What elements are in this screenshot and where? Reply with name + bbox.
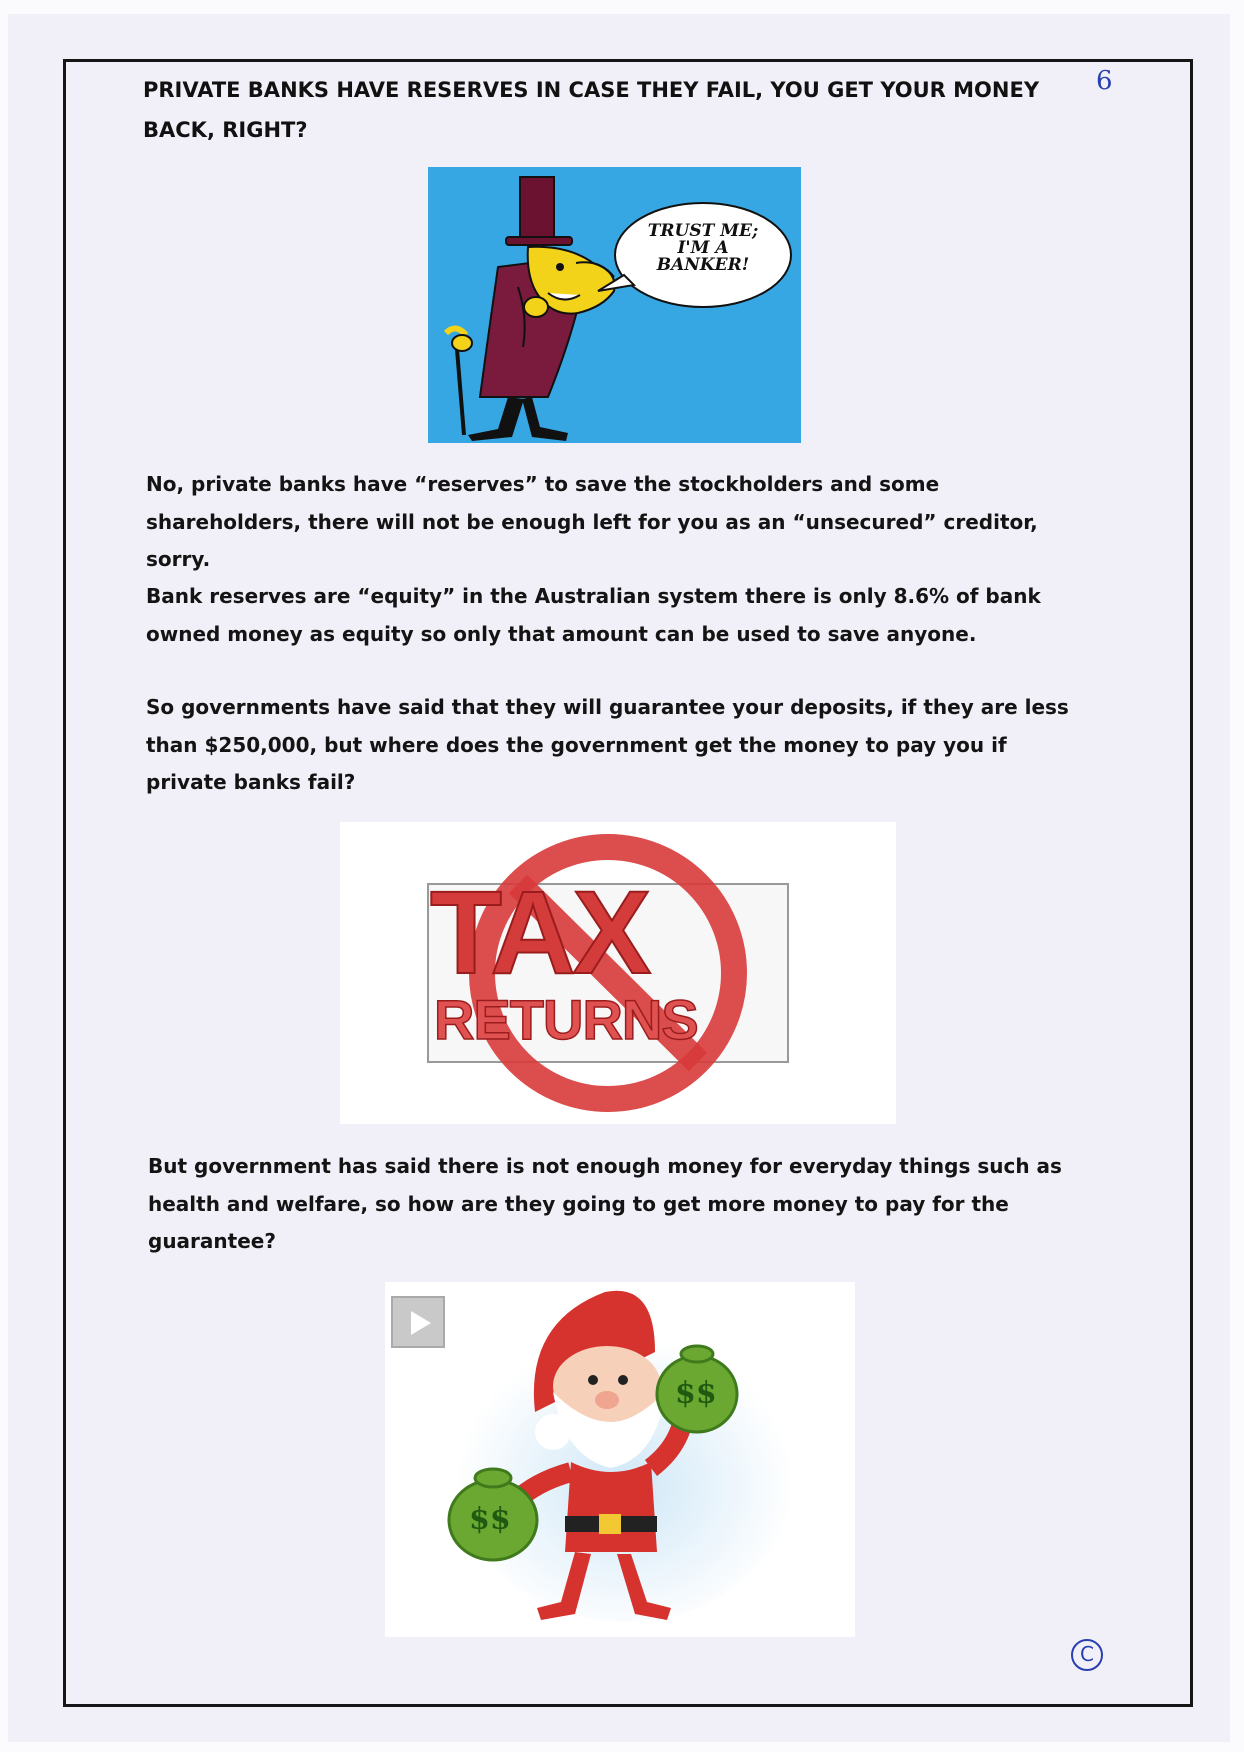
santa-money-bags-image — [385, 1282, 855, 1637]
speech-line-1: TRUST ME; — [647, 221, 759, 241]
paragraph-equity: Bank reserves are “equity” in the Australian system there is only 8.6% of bank owned money as equity so only that amount can be used to save anyone. — [146, 584, 1041, 646]
money-bag-right-symbol: $$ — [675, 1376, 717, 1411]
page-number: 6 — [1096, 66, 1113, 96]
copyright-mark: C — [1071, 1639, 1103, 1671]
speech-line-2: I'M A — [677, 238, 729, 258]
banker-cartoon-image — [428, 167, 801, 443]
paragraph-reserves: No, private banks have “reserves” to save the stockholders and some shareholders, there will not be enough left for you as an “unsecured” creditor, sorry. — [146, 472, 1038, 571]
santa-illustration — [385, 1282, 855, 1637]
sign-word-tax: TAX — [430, 867, 649, 999]
speech-bubble-text — [628, 223, 778, 274]
paragraph-guarantee: So governments have said that they will guarantee your deposits, if they are less than $250,000, but where does the government get the money to pay you if private banks fail? — [146, 695, 1069, 794]
sign-word-returns: RETURNS — [434, 988, 698, 1051]
no-tax-returns-image — [340, 822, 896, 1124]
speech-line-3: BANKER! — [656, 255, 750, 275]
page-heading: PRIVATE BANKS HAVE RESERVES IN CASE THEY FAIL, YOU GET YOUR MONEY BACK, RIGHT? — [143, 78, 1040, 142]
banker-illustration — [428, 167, 801, 443]
paragraph-question: But government has said there is not enough money for everyday things such as health and welfare, so how are they going to get more money to pay for the guarantee? — [148, 1154, 1062, 1253]
money-bag-left-symbol: $$ — [469, 1502, 511, 1537]
play-icon — [391, 1296, 445, 1348]
